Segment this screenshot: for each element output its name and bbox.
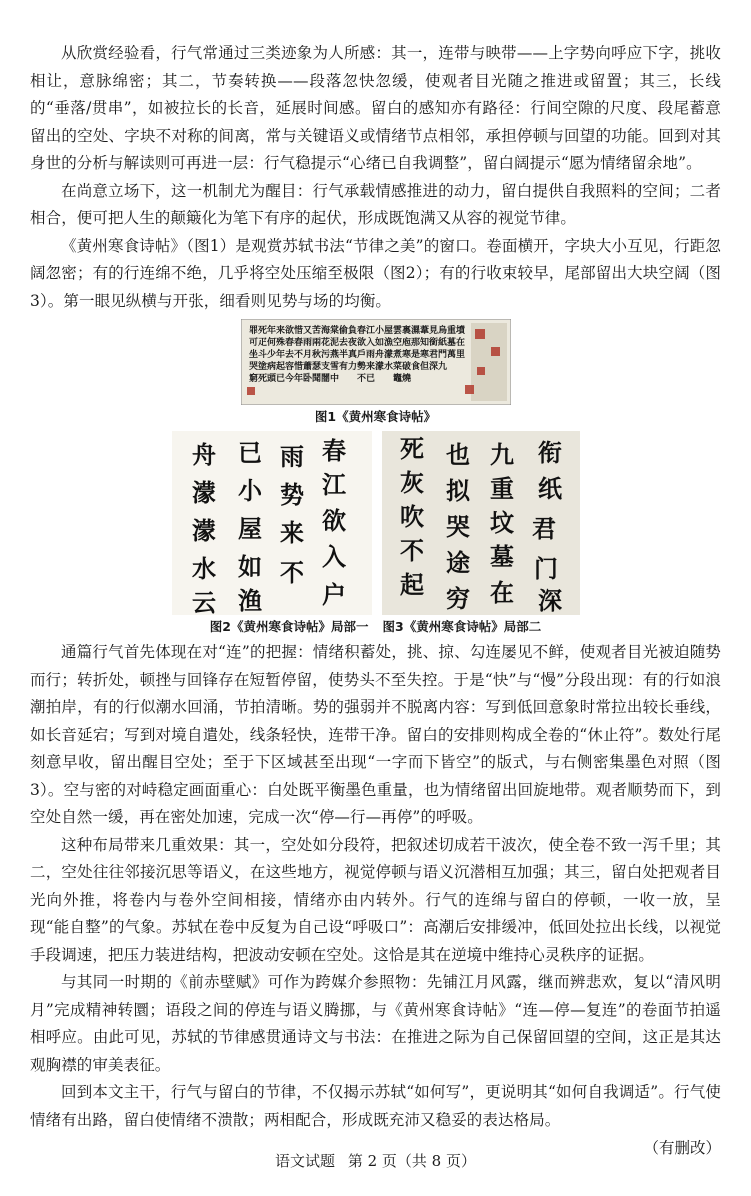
footer-page-number: 第 2 页（共 8 页） <box>347 1152 476 1170</box>
figure-1-calligraphy-scroll <box>241 319 511 405</box>
svg-text:污燕: 污燕 <box>320 350 339 360</box>
svg-text:煮寒: 煮寒 <box>392 350 411 360</box>
svg-text:小: 小 <box>237 476 262 505</box>
svg-text:頭已: 頭已 <box>266 374 285 384</box>
svg-text:菜破: 菜破 <box>392 362 411 372</box>
paragraph-1: 从欣赏经验看，行气常通过三类迹象为人所感：其一，连带与映带——上字势向呼应下字，挑收相让，意脉绵密；其二，节奏转换——段落忽快忽缓，使观者目光随之推进或留置；其三，长线的“垂落/贯串”，如被拉长的长音，延展时间感。留白的感知亦有路径：行间空隙的尺度、段尾蓄意留出的空处、字块不对称的间离，常与关键语义或情绪节点相邻，承担停顿与回望的功能。回到对其身世的分析与解读则可再进一层：行气稳提示“心绪已自我调整”，留白阔提示“愿为情绪留余地”。 <box>30 44 721 172</box>
svg-text:如漁: 如漁 <box>374 338 393 348</box>
svg-text:已: 已 <box>237 438 262 467</box>
svg-text:雨: 雨 <box>279 442 304 471</box>
svg-text:欲惜: 欲惜 <box>284 326 303 336</box>
svg-text:水: 水 <box>191 554 216 583</box>
figure-2-detail-image <box>172 431 372 615</box>
article <box>30 40 721 1162</box>
svg-text:深: 深 <box>537 586 562 615</box>
svg-text:墓在: 墓在 <box>446 338 465 348</box>
svg-text:势: 势 <box>279 480 304 509</box>
svg-text:如: 如 <box>237 552 262 581</box>
svg-text:穷: 穷 <box>445 584 470 613</box>
svg-text:来: 来 <box>279 518 304 547</box>
svg-text:是寒: 是寒 <box>410 350 429 360</box>
svg-text:罪死: 罪死 <box>248 326 267 336</box>
svg-text:半真: 半真 <box>338 350 357 360</box>
svg-text:春春: 春春 <box>284 338 303 348</box>
paragraph-7: 回到本文主干，行气与留白的节律，不仅揭示苏轼“如何写”，更说明其“如何自我调适”。行气使情绪有出路，留白使情绪不溃散；两相配合，形成既充沛又稳妥的表达格局。 <box>30 1083 721 1129</box>
svg-text:小屋: 小屋 <box>374 326 393 336</box>
scroll-image <box>241 319 511 405</box>
svg-text:病起: 病起 <box>266 362 285 372</box>
svg-text:見烏: 見烏 <box>428 326 447 336</box>
svg-text:濛水: 濛水 <box>374 362 393 372</box>
svg-text:途: 途 <box>445 548 470 577</box>
figure-2-caption: 图2《黄州寒食诗帖》局部一 <box>209 619 369 634</box>
svg-text:濛: 濛 <box>191 478 216 507</box>
svg-text:銜紙: 銜紙 <box>428 338 447 348</box>
svg-text:空庖: 空庖 <box>392 338 411 348</box>
svg-text:舟濛: 舟濛 <box>374 350 393 360</box>
svg-text:食但: 食但 <box>410 362 429 372</box>
svg-text:也: 也 <box>445 440 470 469</box>
svg-text:濕葦: 濕葦 <box>410 326 429 336</box>
svg-text:濛: 濛 <box>191 516 216 545</box>
figure-2-3-captions <box>30 617 721 637</box>
svg-text:纸: 纸 <box>537 474 562 503</box>
svg-text:雨兩: 雨兩 <box>302 338 321 348</box>
svg-text:竈燒: 竈燒 <box>392 374 411 384</box>
svg-text:户: 户 <box>321 580 346 609</box>
page-footer <box>0 1150 751 1171</box>
paragraph-4: 通篇行气首先体现在对“连”的把握：情绪积蓄处，挑、掠、勾连屡见不鲜，使观者目光被迫随势而行；转折处，顿挫与回锋存在短暂停留，使势头不至失控。于是“快”与“慢”分段出现：有的行如浪潮拍岸，有的行似潮水回涌，节拍清晰。势的强弱并不脱离内容：写到低回意象时常拉出较长垂线，如长音延宕；写到对境自遣处，线条轻快，连带干净。留白的安排则构成全卷的“休止符”。数处行尾刻意早收，留出醒目空处；至于下区域甚至出现“一字而下皆空”的版式，与右侧密集墨色对照（图3）。空与密的对峙稳定画面重心：白处既平衡墨色重量，也为情绪留出回旋地带。观者顺势而下，到空处自然一缓，再在密处加速，完成一次“停—行—再停”的呼吸。 <box>30 643 721 826</box>
figure-3-detail-image <box>382 431 580 615</box>
svg-text:深九: 深九 <box>428 362 447 372</box>
svg-text:闇中: 闇中 <box>320 374 339 384</box>
paragraph-2: 在尚意立场下，这一机制尤为醒目：行气承载情感推进的动力，留白提供自我照料的空间；二者相合，便可把人生的颠簸化为笔下有序的起伏，形成既饱满又从容的视觉节律。 <box>30 181 721 227</box>
svg-text:有力: 有力 <box>338 362 357 372</box>
svg-text:坐斗: 坐斗 <box>248 350 267 360</box>
svg-text:卧聞: 卧聞 <box>302 374 321 384</box>
svg-text:拟: 拟 <box>445 476 470 505</box>
svg-text:灰: 灰 <box>399 468 424 497</box>
svg-text:屋: 屋 <box>237 514 262 543</box>
svg-text:衔: 衔 <box>537 438 562 467</box>
svg-text:何殊: 何殊 <box>266 338 285 348</box>
svg-text:舟: 舟 <box>191 440 216 469</box>
paragraph-6: 与其同一时期的《前赤壁赋》可作为跨媒介参照物：先铺江月风露，继而辨悲欢，复以“清风明月”完成精神转圜；语段之间的停连与语义腾挪，与《黄州寒食诗帖》“连—停—复连”的卷面节拍遥相呼应。由此可见，苏轼的节律感贯通诗文与书法：在推进之际为自己保留回望的空间，这正是其达观胸襟的审美表征。 <box>30 973 721 1074</box>
figure-row <box>30 431 721 615</box>
svg-text:欲: 欲 <box>321 506 346 535</box>
svg-text:君門: 君門 <box>428 350 447 360</box>
figure-1-caption: 图1《黄州寒食诗帖》 <box>314 409 437 424</box>
svg-text:少年: 少年 <box>266 350 285 360</box>
svg-text:春江: 春江 <box>356 326 375 336</box>
svg-text:死: 死 <box>399 434 424 463</box>
svg-text:在: 在 <box>489 578 514 607</box>
svg-text:九: 九 <box>489 440 514 469</box>
paragraph-3: 《黄州寒食诗帖》（图1）是观赏苏轼书法“节律之美”的窗口。卷面横开，字块大小互见，行距忽阔忽密；有的行连绵不绝，几乎将空处压缩至极限（图2）；有的行收束较早，尾部留出大块空阔（图3）。第一眼见纵横与开张，细看则见势与场的均衡。 <box>30 236 721 310</box>
svg-text:吹: 吹 <box>399 502 424 531</box>
svg-text:渔: 渔 <box>237 586 262 615</box>
svg-text:不已: 不已 <box>356 374 375 384</box>
svg-text:勢来: 勢来 <box>356 362 375 372</box>
footer-subject: 语文试题 <box>275 1152 336 1170</box>
abridged-note: （有删改） <box>643 1139 721 1157</box>
svg-text:起: 起 <box>399 570 424 599</box>
svg-text:云: 云 <box>191 588 216 615</box>
svg-text:不: 不 <box>399 536 424 565</box>
svg-text:海棠: 海棠 <box>320 326 339 336</box>
svg-text:重: 重 <box>489 474 514 503</box>
paragraph-5: 这种布局带来几重效果：其一，空处如分段符，把叙述切成若干波次，使全卷不致一泻千里；其二，空处往往邻接沉思等语义，在这些地方，视觉停顿与语义沉潜相互加强；其三，留白处把观者目光向外推，将卷内与卷外空间相接，情绪亦由内转外。行气的连绵与留白的停顿，一收一放，呈现“能自整”的气象。苏轼在卷中反复为自己设“呼吸口”：高潮后安排缓冲，低回处拉出长线，以视觉手段调速，把压力装进结构，把波动安顿在空处。这恰是其在逆境中维持心灵秩序的证据。 <box>30 835 721 964</box>
svg-text:去夜: 去夜 <box>338 338 357 348</box>
svg-text:蕭瑟: 蕭瑟 <box>302 362 321 372</box>
svg-text:又苦: 又苦 <box>302 326 321 336</box>
svg-text:那知: 那知 <box>410 338 429 348</box>
svg-text:花泥: 花泥 <box>320 338 339 348</box>
svg-text:偷負: 偷負 <box>338 326 357 336</box>
svg-text:容惜: 容惜 <box>284 362 303 372</box>
svg-text:坟: 坟 <box>489 508 514 537</box>
svg-text:门: 门 <box>533 554 558 583</box>
svg-text:窮死: 窮死 <box>248 374 267 384</box>
svg-text:墓: 墓 <box>489 542 514 571</box>
svg-text:春: 春 <box>321 436 346 465</box>
svg-text:重墳: 重墳 <box>446 326 465 336</box>
svg-text:萬里: 萬里 <box>446 350 465 360</box>
svg-text:戶雨: 戶雨 <box>356 350 375 360</box>
svg-text:入: 入 <box>321 542 346 571</box>
svg-text:雲裏: 雲裏 <box>392 326 411 336</box>
svg-text:江: 江 <box>321 470 346 499</box>
figure-3-caption: 图3《黄州寒食诗帖》局部二 <box>382 619 542 634</box>
svg-text:不: 不 <box>279 558 304 587</box>
svg-text:欲入: 欲入 <box>356 338 375 348</box>
svg-text:君: 君 <box>531 514 556 543</box>
svg-text:哭: 哭 <box>445 512 470 541</box>
svg-text:年来: 年来 <box>266 326 285 336</box>
svg-text:支雪: 支雪 <box>320 362 339 372</box>
svg-text:月秋: 月秋 <box>302 350 321 360</box>
svg-text:今年: 今年 <box>284 374 303 384</box>
svg-text:去不: 去不 <box>284 350 303 360</box>
svg-text:可疋: 可疋 <box>248 338 267 348</box>
svg-text:哭塗: 哭塗 <box>248 362 267 372</box>
